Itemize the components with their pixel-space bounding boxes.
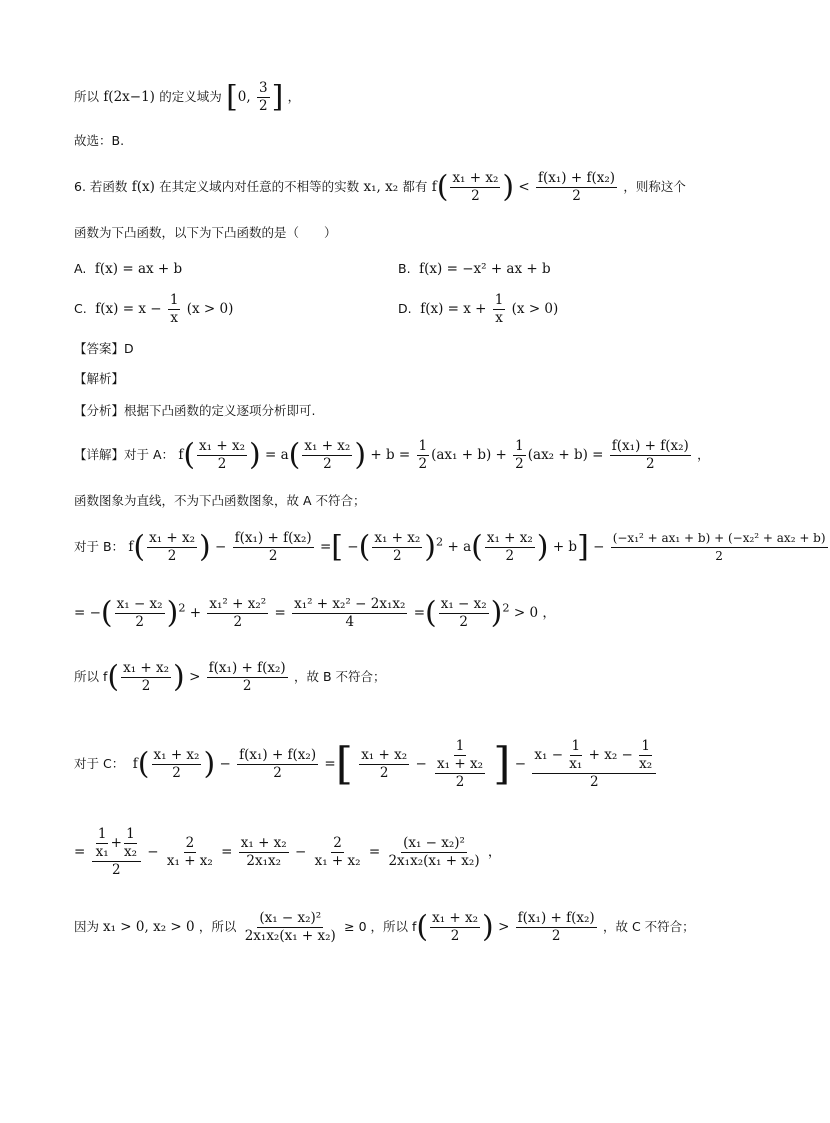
fraction-den: 2 (242, 678, 252, 694)
fraction-den: x₁ + x₂ (166, 853, 213, 869)
fraction-den: 2x₁x₂(x₁ + x₂) (244, 928, 336, 944)
text: 对于 C： (74, 756, 125, 771)
text-a: 函数图象为直线，不为下凸函数图象，故 A 不符合； (74, 493, 366, 508)
text: 在其定义域内对任意的不相等的实数 (159, 179, 360, 194)
text: 对于 B： (74, 539, 125, 554)
math: (x > 0) (511, 301, 559, 317)
fraction-den: x₂ (123, 844, 137, 860)
math: − (593, 539, 605, 555)
fraction-num: 1 (418, 438, 428, 454)
text: 所以 (74, 89, 100, 104)
option-label: A. (74, 261, 87, 276)
fraction-num: x₁ + x₂ (199, 438, 245, 454)
fraction-num: x₁ + x₂ (437, 756, 483, 772)
text: 所以 f (74, 669, 108, 684)
detail-a: 【详解】对于 A： f( $\frac{\text{x₁ + x₂}}{2}$ ) = a( $\frac{\text{x₁ + x₂}}{2}$ ) + b = $\frac{1}{2}$ (ax₁ + b) + $\frac{1}{2}$ (ax₂ + b) = $\frac{\text{f(x₁) + f(x₂)}}{2}$ ， (74, 437, 710, 473)
fraction-num: x₁² + x₂² − 2x₁x₂ (294, 596, 406, 612)
fraction-num: x₁ + x₂ (240, 835, 287, 851)
math-expr: f(2x−1) (103, 89, 155, 105)
fraction-den: 2 (505, 548, 515, 564)
fraction-den: 2x₁x₂(x₁ + x₂) (388, 853, 480, 869)
fraction-den: 2x₁x₂ (246, 853, 282, 869)
fraction-den: 2 (393, 548, 402, 564)
fraction-num: 1 (97, 826, 107, 842)
math: + a (447, 539, 472, 555)
math: + b = (370, 447, 411, 463)
fraction-num: x₁ − x₂ (440, 596, 487, 612)
fraction-den: 2 (515, 456, 524, 472)
fraction-den: 2 (112, 862, 121, 878)
option-c (74, 292, 233, 327)
fraction-den: 2 (418, 456, 428, 472)
fraction-num: (−x₁² + ax₁ + b) + (−x₂² + ax₂ + b) (611, 530, 828, 548)
fraction-den: 2 (233, 614, 243, 630)
math: + x₂ − (584, 747, 638, 763)
fraction-num: (x₁ − x₂)² (403, 835, 465, 851)
math-sup: 2 (178, 601, 186, 615)
fraction-num: 1 (455, 738, 465, 754)
math-sup: 2 (436, 535, 444, 549)
math: (ax₁ + b) + (431, 447, 507, 463)
fraction-num: f(x₁) + f(x₂) (517, 910, 595, 926)
math: f(x) = ax + b (94, 261, 183, 277)
text: 6. 若函数 (74, 179, 128, 194)
math: x₁ > 0, x₂ > 0 (102, 919, 195, 935)
math: − (347, 539, 359, 555)
text: 都有 (402, 179, 428, 194)
math: 0, (237, 89, 251, 105)
text: ≥ 0 ，所以 f (344, 919, 417, 934)
fraction-den: 2 (268, 548, 278, 564)
fraction-num: x₁ + x₂ (486, 530, 533, 546)
fraction-den: 2 (471, 188, 480, 204)
fraction-num: 1 (494, 292, 504, 308)
fraction-num: f(x₁) + f(x₂) (208, 660, 286, 676)
question-6: 6. 若函数 f(x) 在其定义域内对任意的不相等的实数 x₁, x₂ 都有 f( $\frac{\text{x₁ + x₂}}{2}$ ) < $\frac{\text{f(x₁) + f(x₂)}}{2}$ ，则称这个 (74, 169, 686, 205)
option-label: B. (398, 261, 411, 276)
answer: 【答案】D (74, 341, 134, 356)
analysis-head: 【解析】 (74, 371, 125, 386)
math: f(x) = x − (95, 301, 162, 317)
option-b (398, 260, 551, 278)
fraction-num: f(x₁) + f(x₂) (538, 170, 616, 186)
fraction-den: 4 (345, 614, 355, 630)
fraction-den: x (495, 310, 503, 326)
fraction-den: 2 (379, 765, 389, 781)
detail-b-2: = −( $\frac{\text{x₁ − x₂}}{2}$ )$^2$ + $\frac{\text{x₁² + x₂²}}{2}$ = $\frac{\text{x₁² + x₂² − 2x₁x₂}}{4}$ =( $\frac{\text{x₁ − x₂}}{2}$ )$^2$ > 0 ， (74, 595, 556, 631)
fraction-num: x₁ + x₂ (361, 747, 408, 763)
text: 因为 (74, 919, 103, 934)
fraction-num: f(x₁) + f(x₂) (611, 438, 689, 454)
fraction-den: x₁ (95, 844, 109, 860)
fraction-num: x₁ + x₂ (452, 170, 499, 186)
text: ，则称这个 (623, 179, 686, 194)
detail-b: 对于 B： f( $\frac{\text{x₁ + x₂}}{2}$ ) − $\frac{\text{f(x₁) + f(x₂)}}{2}$ =[ −( $\frac{\text{x₁ + x₂}}{2}$ )$^2$ + a( $\frac{\text{x₁ + x₂}}{2}$ ) + b] − $\frac{\text{(−x₁² + ax₁ + b) + (−x₂² + ax₂ + b)}}{2}$ (74, 529, 826, 565)
fraction-den: 2 (167, 548, 177, 564)
line-domain: 所以 f(2x−1) 的定义域为 [0, $\frac{3}{2}$ ] ， (74, 79, 301, 115)
choose-line: 故选：B. (74, 133, 125, 148)
math: > 0 ， (513, 605, 556, 621)
math: f (128, 539, 134, 555)
math: x₁, x₂ (363, 179, 399, 195)
option-a (74, 260, 182, 278)
math: > (498, 919, 510, 935)
text: 的定义域为 (159, 89, 222, 104)
text: ，所以 (198, 919, 237, 934)
math: f(x) = −x² + ax + b (419, 261, 551, 277)
detail-b-3: 所以 f( $\frac{\text{x₁ + x₂}}{2}$ ) > $\frac{\text{f(x₁) + f(x₂)}}{2}$ ，故 B 不符合； (74, 659, 386, 695)
fraction-den: 2 (141, 678, 151, 694)
fraction-den: 2 (572, 188, 581, 204)
fraction-num: x₁ + x₂ (123, 660, 170, 676)
math: + (189, 605, 202, 621)
fraction-num: f(x₁) + f(x₂) (234, 530, 312, 546)
detail-c-2: = $\frac{1}{\text{x₁}}$ + $\frac{1}{\text{x₂}}$ 2 − $\frac{2}{\text{x₁ + x₂}}$ = $\frac{\text{x₁ + x₂}}{\text{2x₁x₂}}$ − $\frac{2}{\text{x₁ + x₂}}$ = $\frac{\text{(x₁ − x₂)²}}{\text{2x₁x₂(x₁ + x₂)}}$ ， (74, 826, 502, 878)
fraction-num: 3 (258, 80, 268, 96)
math-sup: 2 (502, 601, 510, 615)
fraction-num: 1 (641, 738, 650, 754)
fraction-num: x₁ + x₂ (153, 747, 200, 763)
text: ，故 C 不符合； (602, 919, 695, 934)
fraction-den: 2 (646, 456, 655, 472)
fraction-den: 2 (589, 774, 599, 790)
math: f(x) = x + (420, 301, 487, 317)
math: = a (265, 447, 289, 463)
detail-c-3: 因为 x₁ > 0, x₂ > 0 ，所以 $\frac{\text{(x₁ − x₂)²}}{\text{2x₁x₂(x₁ + x₂)}}$ ≥ 0 ，所以 f( $\frac{\text{x₁ + x₂}}{2}$ ) > $\frac{\text{f(x₁) + f(x₂)}}{2}$ ，故 C 不符合； (74, 909, 695, 945)
fraction-num: x₁² + x₂² (209, 596, 267, 612)
fraction-den: 2 (135, 614, 144, 630)
fraction-num: x₁ + x₂ (304, 438, 351, 454)
question-6-cont: 函数为下凸函数，以下为下凸函数的是（ ） (74, 225, 337, 240)
fraction-num: x₁ + x₂ (149, 530, 196, 546)
math: f (132, 756, 138, 772)
fraction-num: x₁ + x₂ (374, 530, 421, 546)
text: ， (697, 447, 710, 462)
math: + b (552, 539, 578, 555)
math: > (189, 669, 201, 685)
fraction-num: 1 (571, 738, 581, 754)
fraction-den: 2 (715, 549, 723, 563)
fraction-den: 2 (551, 928, 561, 944)
analysis: 【分析】根据下凸函数的定义逐项分析即可. (74, 403, 316, 418)
math: (ax₂ + b) = (527, 447, 604, 463)
math: = (324, 756, 336, 772)
option-label: C. (74, 301, 87, 316)
math: = − (74, 605, 101, 621)
math: = (319, 539, 332, 555)
fraction-den: x₁ (569, 756, 583, 772)
fraction-num: x₁ + x₂ (432, 910, 479, 926)
fraction-num: (x₁ − x₂)² (259, 910, 322, 926)
text: 【详解】对于 A： (74, 447, 175, 462)
fraction-den: 2 (172, 765, 181, 781)
math: = (413, 605, 425, 621)
math: (x > 0) (186, 301, 234, 317)
math: = (74, 844, 86, 860)
fraction-den: 2 (450, 928, 460, 944)
fraction-den: 2 (273, 765, 282, 781)
math: f(x) (131, 179, 155, 195)
math: = (368, 844, 381, 860)
fraction-den: x₁ + x₂ (314, 853, 361, 869)
math: f (178, 447, 184, 463)
fraction-den: 2 (323, 456, 332, 472)
math: − (215, 539, 227, 555)
fraction-den: 2 (459, 614, 468, 630)
option-d (398, 292, 558, 327)
fraction-num: 1 (169, 292, 179, 308)
detail-c: 对于 C： f( $\frac{\text{x₁ + x₂}}{2}$ ) − $\frac{\text{f(x₁) + f(x₂)}}{2}$ =[ $\frac{\text{x₁ + x₂}}{2}$ − $\frac{1}{\frac{\text{x₁ + x₂}}{2}}$ ] − x₁ − $\frac{1}{\text{x₁}}$ + x₂ − $\frac{1}{\text{x₂}}$ 2 (74, 738, 658, 791)
fraction-den: 2 (258, 98, 268, 114)
fraction-num: f(x₁) + f(x₂) (239, 747, 317, 763)
math: x₁ − (534, 747, 568, 763)
fraction-num: 2 (185, 835, 195, 851)
math: = (221, 844, 233, 860)
fraction-den: x (170, 310, 178, 326)
fraction-num: 2 (333, 835, 342, 851)
math: ， (487, 844, 502, 860)
text: ， (287, 89, 301, 104)
fraction-den: 2 (217, 456, 227, 472)
fraction-den: x₂ (639, 756, 653, 772)
math: + (110, 835, 122, 851)
fraction-den: 2 (455, 774, 465, 790)
math: = (274, 605, 286, 621)
fraction-num: 1 (126, 826, 135, 842)
fraction-num: 1 (515, 438, 524, 454)
option-label: D. (398, 301, 412, 316)
fraction-num: x₁ − x₂ (116, 596, 163, 612)
text: ，故 B 不符合； (293, 669, 386, 684)
